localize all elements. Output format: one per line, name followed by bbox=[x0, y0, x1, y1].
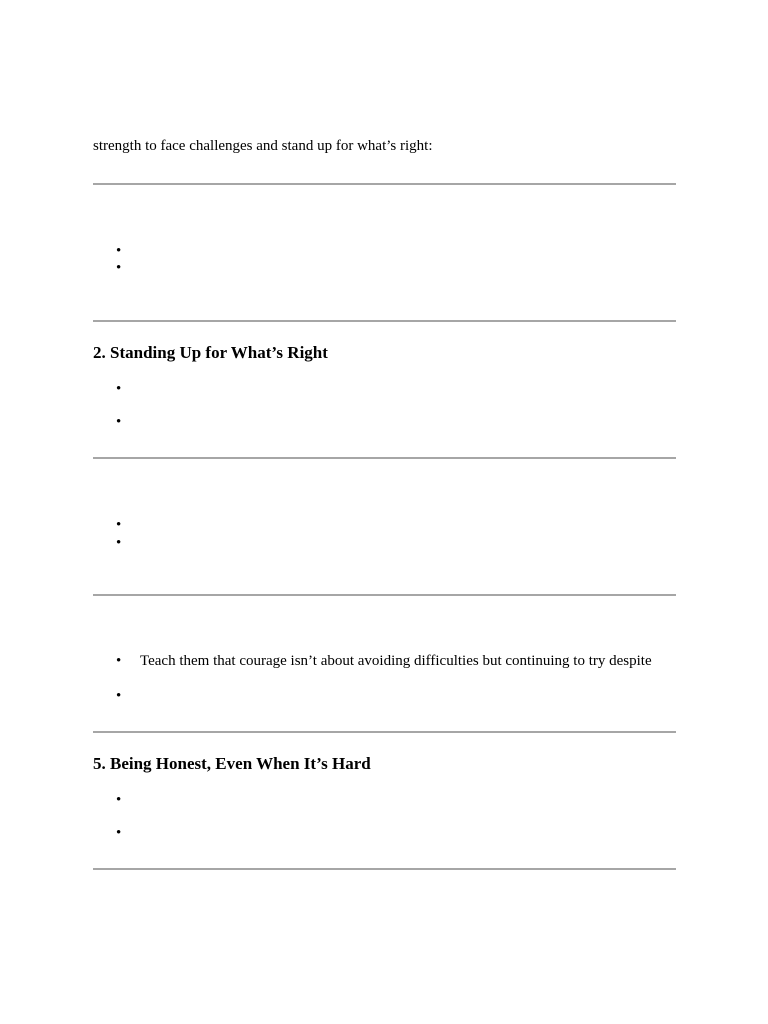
list-item bbox=[116, 413, 140, 431]
bullet-icon: • bbox=[116, 792, 122, 808]
list-item bbox=[116, 534, 140, 552]
bullet-icon: • bbox=[116, 243, 122, 259]
section-heading: 5. Being Honest, Even When It’s Hard bbox=[93, 754, 371, 773]
section-heading: 2. Standing Up for What’s Right bbox=[93, 343, 328, 362]
list-item bbox=[116, 791, 140, 809]
section-divider bbox=[93, 868, 676, 870]
section-divider bbox=[93, 457, 676, 459]
list-item bbox=[116, 652, 652, 670]
bullet-icon: • bbox=[116, 825, 122, 841]
section-divider bbox=[93, 594, 676, 596]
section-divider bbox=[93, 183, 676, 185]
section-divider bbox=[93, 320, 676, 322]
intro-paragraph: strength to face challenges and stand up for what’s right: bbox=[93, 138, 433, 154]
bullet-icon: • bbox=[116, 535, 122, 551]
bullet-icon: • bbox=[116, 688, 122, 704]
bullet-icon: • bbox=[116, 414, 122, 430]
bullet-icon: • bbox=[116, 381, 122, 397]
list-item bbox=[116, 516, 140, 534]
bullet-icon: • bbox=[116, 260, 122, 276]
list-item bbox=[116, 824, 140, 842]
list-item bbox=[116, 242, 140, 260]
list-item bbox=[116, 687, 140, 705]
bullet-icon: • bbox=[116, 653, 122, 669]
bullet-icon: • bbox=[116, 517, 122, 533]
list-item-text: Teach them that courage isn’t about avoiding difficulties but continuing to try despite bbox=[140, 653, 652, 669]
list-item bbox=[116, 259, 140, 277]
list-item bbox=[116, 380, 140, 398]
section-divider bbox=[93, 731, 676, 733]
